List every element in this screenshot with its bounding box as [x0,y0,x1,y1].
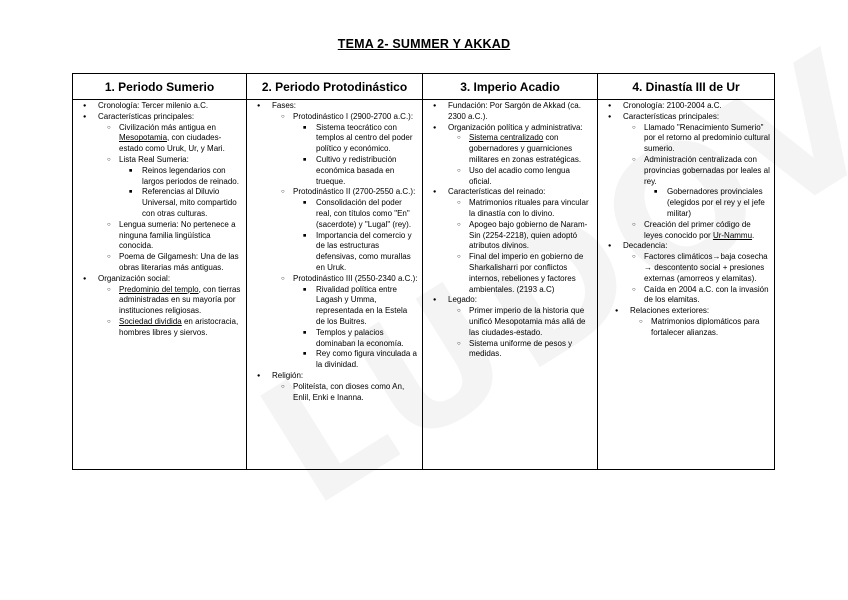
underlined-term: Predominio del templo [119,284,199,294]
list-item-text: Referencias al Diluvio Universal, mito compartido con otras culturas. [142,187,237,218]
list-item [623,220,770,242]
list-item [119,166,242,188]
list-item [448,166,593,188]
list-item [293,231,418,274]
list-item [427,295,593,360]
bullet-list-level-2 [623,252,770,306]
bullet-list-level-1 [427,101,593,360]
list-item [293,328,418,350]
list-item-text: Organización social: [98,273,171,283]
list-item-text: Cronología: 2100-2004 a.C. [623,101,722,110]
bullet-list-level-3 [293,198,418,274]
list-item-text: Características del reinado: [448,187,546,197]
underlined-term: Sistema centralizado [469,133,544,143]
bullet-list-level-2 [272,112,418,371]
list-item-text: Decadencia: [623,241,668,251]
list-item [427,187,593,295]
list-item-text: Final del imperio en gobierno de Sharkalisharri por conflictos internos, rebeliones y factores ambientales. (2193 a.C) [469,252,584,294]
list-item-text: Protodinástico III (2550-2340 a.C.): [293,273,418,283]
list-item-text: Primer imperio de la historia que unificó Mesopotamia más allá de las ciudades-estado. [469,306,586,337]
list-item [251,101,418,371]
underlined-term: Mesopotamia [119,133,168,143]
list-item [119,187,242,219]
list-item-text: Llamado "Renacimiento Sumerio" por el retorno al predominio cultural sumerio. [644,122,770,154]
page-title: TEMA 2- SUMMER Y AKKAD [337,37,511,51]
list-item-text: Rey como figura vinculada a la divinidad. [316,349,417,370]
underlined-term: Sociedad dividida [119,316,182,326]
list-item [293,198,418,230]
bullet-list-level-2 [448,133,593,187]
column-header-imperio-acadio: 3. Imperio Acadio [423,74,598,100]
list-item-text: Sistema uniforme de pesos y medidas. [469,338,573,359]
list-item [98,252,242,274]
list-item-text: Características principales: [623,111,720,121]
list-item [293,155,418,187]
list-item [77,274,242,339]
column-cell-periodo-protodinastico [247,100,423,470]
list-item [427,101,593,123]
list-item-text: Apogeo bajo gobierno de Naram-Sin (2254-2218), quien adoptó atributos divinos. [469,219,588,251]
list-item [623,285,770,307]
list-item-text: Cronología: Tercer milenio a.C. [98,101,209,110]
list-item-text: Poema de Gilgamesh: Una de las obras literarias más antiguas. [119,252,239,272]
list-item-text: Consolidación del poder real, con títulos como "En" (sacerdote) y "Lugal" (rey). [316,198,412,229]
column-cell-dinastia-iii-ur [598,100,775,470]
list-item-text: Templos y palacios dominaban la economía. [316,327,404,348]
list-item [630,317,770,339]
list-item [602,101,770,112]
bullet-list-level-3 [119,166,242,220]
content-row [73,100,775,470]
list-item [448,220,593,252]
bullet-list-level-2 [448,306,593,360]
list-item [77,112,242,274]
list-item-text: Civilización más antigua en [119,122,216,132]
list-item-text: Características principales: [98,111,195,121]
list-item [609,306,770,338]
list-item-text: con gobernadores y guarniciones militares en zonas estratégicas. [469,133,582,164]
list-item [623,155,770,220]
bullet-list-level-2 [630,317,770,339]
list-item [293,349,418,371]
list-item [644,187,770,219]
list-item-text: Lengua sumeria: No pertenece a ninguna familia lingüística conocida. [119,219,236,251]
list-item [448,339,593,361]
bullet-list-level-3 [644,187,770,219]
column-cell-periodo-sumerio [73,100,247,470]
list-item [272,187,418,273]
list-item [448,252,593,295]
list-item-text: Protodinástico I (2900-2700 a.C.): [293,111,414,121]
content-table [72,73,775,470]
bullet-list-level-2 [272,382,418,404]
list-item [272,382,418,404]
list-item-text: Matrimonios diplomáticos para fortalecer alianzas. [651,316,760,337]
column-header-dinastia-iii-ur: 4. Dinastía III de Ur [598,74,775,100]
list-item-text: Protodinástico II (2700-2550 a.C.): [293,187,416,197]
list-item-text: Uso del acadio como lengua oficial. [469,165,570,186]
list-item [77,101,242,112]
header-row [73,74,775,100]
list-item-text: Sistema teocrático con templos al centro del poder político y económico. [316,122,413,154]
list-item [98,220,242,252]
list-item-text: Cultivo y redistribución económica basada en trueque. [316,154,397,186]
bullet-list-level-2 [448,198,593,295]
bullet-list-level-2 [98,285,242,339]
list-item [272,112,418,188]
list-item [448,198,593,220]
list-item-text: Politeísta, con dioses como An, Enlil, Enki e Inanna. [293,381,405,402]
list-item [251,371,418,403]
list-item [448,133,593,165]
list-item-text: Matrimonios rituales para vincular la dinastía con lo divino. [469,198,589,218]
list-item-text: , con tierras administradas en su mayoría por instituciones religiosas. [119,284,241,316]
list-item [602,112,770,242]
list-item-text: Rivalidad política entre Lagash y Umma, representada en la Estela de los Buitres. [316,284,408,326]
list-item-text: Religión: [272,370,304,380]
list-item-text: Reinos legendarios con largos periodos de reinado. [142,165,239,186]
bullet-list-level-3 [293,285,418,371]
list-item [98,285,242,317]
list-item-text: Creación del primer código de leyes conocido por [644,219,751,240]
list-item-text: Caída en 2004 a.C. con la invasión de los elamitas. [644,284,769,305]
list-item [427,123,593,188]
bullet-list-level-1 [602,101,770,339]
list-item [272,274,418,371]
list-item-text: en aristocracia, hombres libres y siervos. [119,316,239,337]
list-item [623,252,770,284]
bullet-list-level-3 [293,123,418,188]
bullet-list-level-1 [251,101,418,403]
list-item [98,155,242,220]
list-item-text: Fundación: Por Sargón de Akkad (ca. 2300 a.C.). [448,101,581,121]
bullet-list-level-2 [623,123,770,242]
bullet-list-level-2 [98,123,242,274]
list-item-text: Lista Real Sumeria: [119,154,189,164]
list-item-text: Legado: [448,295,477,305]
list-item-text: Importancia del comercio y de las estructuras defensivas, como murallas en Uruk. [316,230,412,272]
list-item-text: , con ciudades-estado como Uruk, Ur, y Mari. [119,133,225,154]
column-cell-imperio-acadio [423,100,598,470]
list-item [293,123,418,155]
underlined-term: Ur-Nammu [712,230,753,240]
bullet-list-level-1 [77,101,242,339]
list-item-text: Factores climáticos→baja cosecha → descontento social + presiones externas (amorreos y elamitas). [644,252,768,283]
list-item [623,123,770,155]
list-item-text: Relaciones exteriores: [630,306,710,316]
list-item-text: Gobernadores provinciales (elegidos por el rey y el jefe militar) [667,187,765,218]
list-item [602,241,770,306]
column-header-periodo-sumerio: 1. Periodo Sumerio [73,74,247,100]
column-header-periodo-protodinastico: 2. Periodo Protodinástico [247,74,423,100]
list-item [448,306,593,338]
list-item-text: Administración centralizada con provincias gobernadas por leales al rey. [644,154,770,186]
list-item [98,317,242,339]
list-item [293,285,418,328]
list-item [98,123,242,155]
list-item-text: Fases: [272,101,297,110]
list-item-text: Organización política y administrativa: [448,122,583,132]
list-item-text: . [752,230,755,240]
